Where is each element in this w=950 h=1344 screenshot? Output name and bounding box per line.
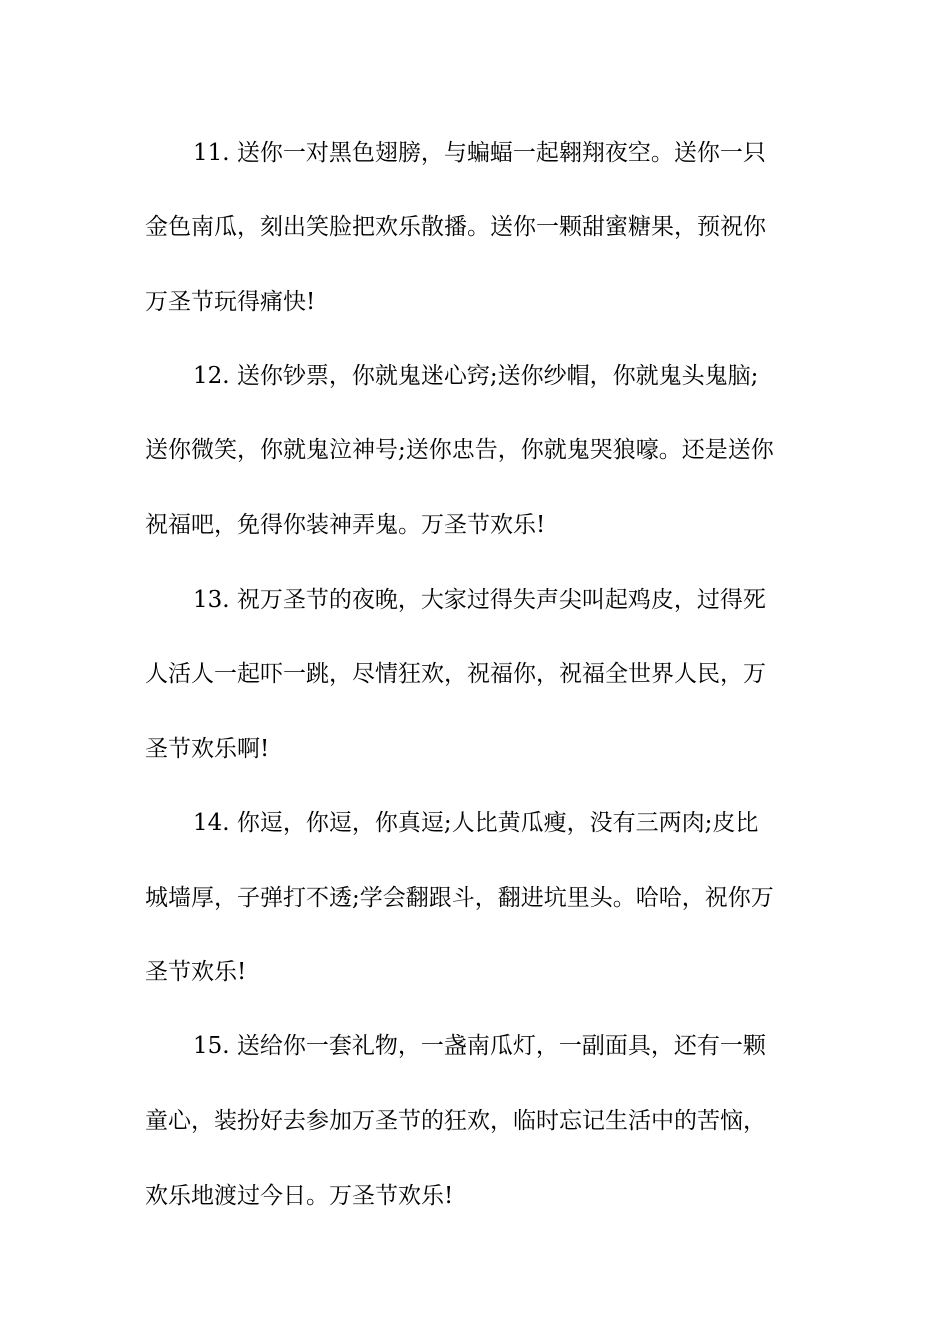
paragraph-14-line-2: 城墙厚，子弹打不透;学会翻跟斗，翻进坑里头。哈哈，祝你万 — [145, 885, 774, 911]
paragraph-14-line-3: 圣节欢乐! — [145, 959, 247, 985]
paragraph-12-line-2: 送你微笑，你就鬼泣神号;送你忠告，你就鬼哭狼嚎。还是送你 — [145, 437, 774, 463]
paragraph-15-line-1: 15. 送给你一套礼物，一盏南瓜灯，一副面具，还有一颗 — [193, 1033, 766, 1059]
paragraph-12-line-1: 12. 送你钞票，你就鬼迷心窍;送你纱帽，你就鬼头鬼脑; — [193, 363, 759, 389]
paragraph-12-line-3: 祝福吧，免得你装神弄鬼。万圣节欢乐! — [145, 512, 546, 538]
paragraph-11-line-1: 11. 送你一对黑色翅膀，与蝙蝠一起翱翔夜空。送你一只 — [193, 140, 766, 166]
paragraph-15-line-3: 欢乐地渡过今日。万圣节欢乐! — [145, 1183, 454, 1209]
paragraph-15-line-2: 童心，装扮好去参加万圣节的狂欢，临时忘记生活中的苦恼， — [145, 1108, 766, 1134]
paragraph-14-line-1: 14. 你逗，你逗，你真逗;人比黄瓜瘦，没有三两肉;皮比 — [193, 810, 759, 836]
paragraph-11-line-3: 万圣节玩得痛快! — [145, 289, 316, 315]
paragraph-13-line-3: 圣节欢乐啊! — [145, 736, 270, 762]
paragraph-13-line-1: 13. 祝万圣节的夜晚，大家过得失声尖叫起鸡皮，过得死 — [193, 587, 766, 613]
paragraph-13-line-2: 人活人一起吓一跳，尽情狂欢，祝福你，祝福全世界人民，万 — [145, 661, 766, 687]
paragraph-11-line-2: 金色南瓜，刻出笑脸把欢乐散播。送你一颗甜蜜糖果，预祝你 — [145, 214, 766, 240]
